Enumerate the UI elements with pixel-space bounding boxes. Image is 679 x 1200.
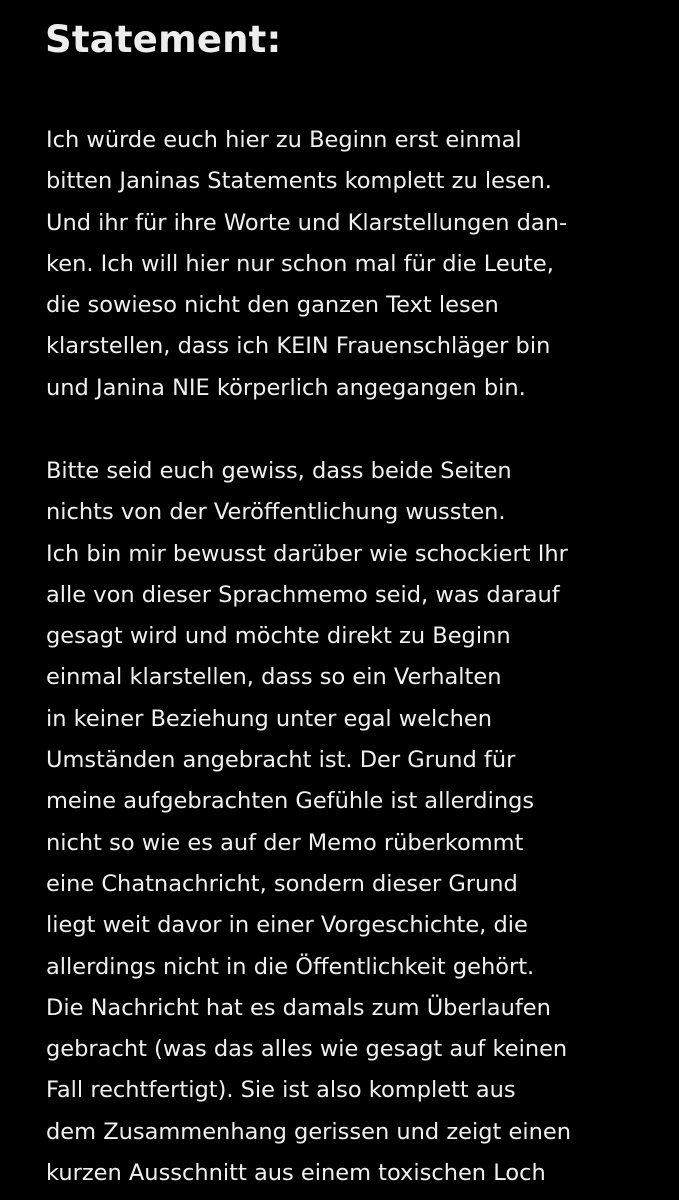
text-line: Die Nachricht hat es damals zum Überlaufen xyxy=(46,994,551,1021)
paragraph-main xyxy=(46,451,666,1194)
text-line: Fall rechtfertigt). Sie ist also komplett aus xyxy=(46,1077,516,1104)
text-line: Bitte seid euch gewiss, dass beide Seiten xyxy=(46,458,512,484)
text-line: alle von dieser Sprachmemo seid, was darauf xyxy=(46,581,560,608)
text-line: Und ihr für ihre Worte und Klarstellungen dan- xyxy=(46,209,568,236)
text-line: klarstellen, dass ich KEIN Frauenschläger bin xyxy=(46,333,551,360)
text-line: meine aufgebrachten Gefühle ist allerdings xyxy=(46,788,535,815)
text-line: Ich bin mir bewusst darüber wie schockiert Ihr xyxy=(46,540,568,567)
text-line: ken. Ich will hier nur schon mal für die Leute, xyxy=(46,250,554,277)
text-line: die sowieso nicht den ganzen Text lesen xyxy=(46,292,499,319)
text-line: gebracht (was das alles wie gesagt auf keinen xyxy=(46,1036,568,1063)
text-line: nicht so wie es auf der Memo rüberkommt xyxy=(46,829,524,856)
text-line: nichts von der Veröffentlichung wussten. xyxy=(46,499,506,526)
text-line: Ich würde euch hier zu Beginn erst einmal xyxy=(46,127,522,153)
text-line: dem Zusammenhang gerissen und zeigt einen xyxy=(46,1118,571,1145)
text-line: allerdings nicht in die Öffentlichkeit gehört. xyxy=(46,953,535,980)
page-title: Statement: xyxy=(45,18,282,61)
text-line: und Janina NIE körperlich angegangen bin. xyxy=(46,374,526,401)
text-line: gesagt wird und möchte direkt zu Beginn xyxy=(46,623,511,650)
text-line: liegt weit davor in einer Vorgeschichte, die xyxy=(46,912,528,939)
text-line: Umständen angebracht ist. Der Grund für xyxy=(46,747,516,774)
text-line: kurzen Ausschnitt aus einem toxischen Loch xyxy=(46,1160,546,1187)
text-line: einmal klarstellen, dass so ein Verhalten xyxy=(46,664,502,691)
text-line: in keiner Beziehung unter egal welchen xyxy=(46,705,493,732)
text-line: eine Chatnachricht, sondern dieser Grund xyxy=(46,870,518,897)
paragraph-intro xyxy=(46,120,666,409)
text-line: bitten Janinas Statements komplett zu lesen. xyxy=(46,168,552,195)
